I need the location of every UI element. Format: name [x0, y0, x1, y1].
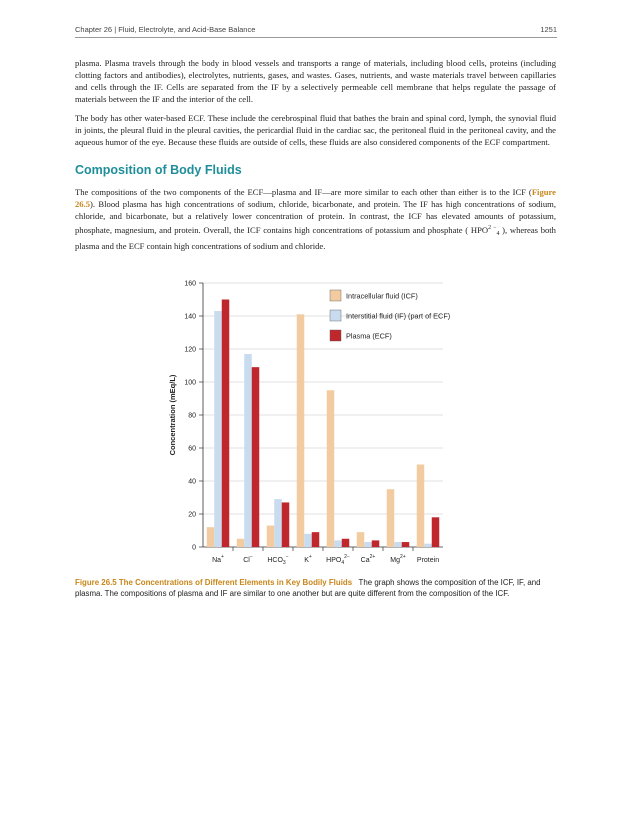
x-tick-label: $Mg^{2+}$ — [390, 554, 406, 564]
paragraph-text-2: ). Blood plasma has high concentrations of sodium, chloride, bicarbonate, and protein. The IF has high concentrations of sodium, chloride, and bicarbonate, but a relatively lower concentration of protein. In contrast, the ICF has elevated amounts of potassium, phosphate, magnesium, and protein. Overall, the ICF contains high concentrations of potassium and phosphate ( — [75, 199, 556, 235]
x-tick-label: K+ — [304, 554, 312, 564]
figure-caption — [75, 577, 556, 599]
bar-plasma — [372, 540, 380, 547]
page-number: 1251 — [540, 25, 557, 34]
bar-icf — [237, 539, 245, 547]
bar-if — [304, 534, 312, 547]
bar-icf — [297, 314, 305, 547]
y-tick-label: 0 — [192, 544, 196, 552]
legend-label: Intracellular fluid (ICF) — [346, 291, 418, 301]
y-tick-label: 20 — [188, 511, 196, 519]
bar-plasma — [252, 367, 260, 547]
bar-if — [424, 544, 432, 547]
formula-subscript: 4 — [496, 231, 500, 237]
bar-icf — [417, 465, 425, 548]
caption-label: Figure 26.5 The Concentrations of Different Elements in Key Bodily Fluids — [75, 578, 353, 587]
legend-label: Plasma (ECF) — [346, 331, 392, 341]
bar-plasma — [312, 532, 320, 547]
x-tick-label: Cl− — [243, 554, 253, 564]
paragraph-plasma: plasma. Plasma travels through the body in blood vessels and transports a range of materials, including blood cells, proteins (including clotting factors and antibodies), electrolytes, nutrients, gases, and wastes. Gases, nutrients, and waste materials travel between capillaries and cells through the IF. Cells are separated from the IF by a selectively permeable cell membrane that helps regulate the passage of materials between the IF and the interior of the cell. — [75, 58, 556, 104]
legend-swatch — [330, 290, 341, 301]
formula-base: HPO — [470, 225, 489, 235]
x-tick-label: $Ca^{2+}$ — [360, 554, 376, 564]
x-tick-label: Na+ — [212, 554, 224, 564]
bar-plasma — [222, 300, 230, 548]
bar-plasma — [282, 502, 290, 547]
section-heading: Composition of Body Fluids — [75, 163, 242, 177]
legend-swatch — [330, 310, 341, 321]
paragraph-other-ecf: The body has other water-based ECF. These include the cerebrospinal fluid that bathes the brain and spinal cord, lymph, the synovial fluid in joints, the pleural fluid in the pleural cavities, the pericardial fluid in the cardiac sac, the peritoneal fluid in the peritoneal cavity, and the aqueous humor of the eye. Because these fluids are outside of cells, these fluids are also considered components of the ECF compartment. — [75, 113, 556, 147]
formula-charge: 2 − — [488, 225, 497, 231]
figure-link[interactable]: Figure 26.5 — [75, 187, 556, 209]
y-tick-label: 140 — [184, 313, 196, 321]
bar-icf — [327, 390, 335, 547]
bar-if — [334, 540, 342, 547]
caption-text: The graph shows the composition of the ICF, IF, and plasma. The compositions of plasma and IF are similar to one another but are quite different from the composition of the ICF. — [75, 578, 541, 598]
bar-plasma — [342, 539, 350, 547]
bar-plasma — [402, 542, 410, 547]
y-tick-label: 120 — [184, 346, 196, 354]
bar-plasma — [432, 517, 440, 547]
y-tick-label: 100 — [184, 379, 196, 387]
bar-if — [214, 311, 222, 547]
bar-if — [394, 542, 402, 547]
y-tick-label: 40 — [188, 478, 196, 486]
paragraph-text-3: ), whereas both plasma and the ECF contain high concentrations of sodium and chloride. — [75, 225, 556, 251]
chapter-title: Chapter 26 | Fluid, Electrolyte, and Acid-Base Balance — [75, 25, 256, 34]
bar-icf — [267, 526, 275, 547]
legend-swatch — [330, 330, 341, 341]
bar-if — [244, 354, 252, 547]
y-axis-title: Concentration (mEq/L) — [168, 374, 177, 456]
bar-icf — [357, 532, 365, 547]
y-tick-label: 80 — [188, 412, 196, 420]
x-tick-label: Protein — [416, 557, 440, 564]
y-tick-label: 160 — [184, 280, 196, 288]
bar-if — [364, 542, 372, 547]
x-tick-label: $HPO_4^{2-}$ — [326, 554, 350, 566]
x-tick-label: $HCO_3^-$ — [267, 554, 289, 566]
bar-if — [274, 499, 282, 547]
paragraph-text-1: The compositions of the two components of the ECF—plasma and IF—are more similar to each other than either is to the ICF ( — [75, 187, 532, 197]
legend-label: Interstitial fluid (IF) (part of ECF) — [346, 311, 451, 321]
y-tick-label: 60 — [188, 445, 196, 453]
bar-icf — [207, 527, 215, 547]
bar-icf — [387, 489, 395, 547]
